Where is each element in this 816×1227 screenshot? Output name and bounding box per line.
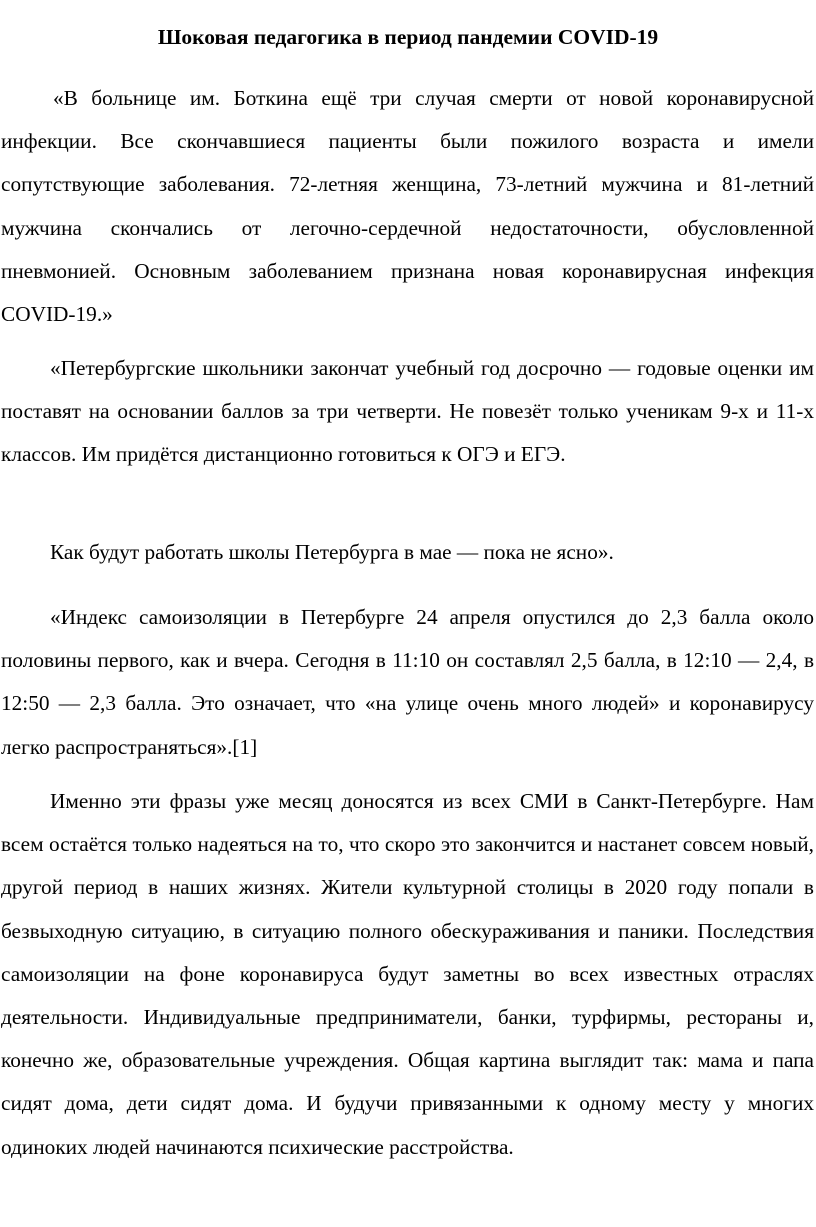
paragraph-isolation-index: «Индекс самоизоляции в Петербурге 24 апреля опустился до 2,3 балла около половины первого, как и вчера. Сегодня в 11:10 он составлял 2,5 балла, в 12:10 — 2,4, в 12:50 — 2,3 балла. Это означает, что «на улице очень много людей» и коронавирусу легко распространяться».[1] — [1, 605, 814, 759]
paragraph-schools-quote: «Петербургские школьники закончат учебный год досрочно — годовые оценки им поставят на основании баллов за три четверти. Не повезёт только ученикам 9-х и 11-х классов. Им придётся дистанционно готовиться к ОГЭ и ЕГЭ. — [1, 356, 814, 467]
paragraph-botkin-quote: «В больнице им. Боткина ещё три случая смерти от новой коронавирусной инфекции. Все скончавшиеся пациенты были пожилого возраста и имели сопутствующие заболевания. 72-летняя женщина, 73-летний мужчина и 81-летний мужчина скончались от легочно-сердечной недостаточности, обусловленной пневмонией. Основным заболеванием признана новая коронавирусная инфекция COVID-19.» — [1, 86, 814, 327]
paragraph-schools-may: Как будут работать школы Петербурга в мае — пока не ясно». — [50, 540, 614, 564]
page-title: Шоковая педагогика в период пандемии COVID-19 — [157, 25, 659, 49]
paragraph-author-commentary: Именно эти фразы уже месяц доносятся из всех СМИ в Санкт-Петербурге. Нам всем остаётся только надеяться на то, что скоро это закончится и настанет совсем новый, другой период в наших жизнях. Жители культурной столицы в 2020 году попали в безвыходную ситуацию, в ситуацию полного обескураживания и паники. Последствия самоизоляции на фоне коронавируса будут заметны во всех известных отраслях деятельности. Индивидуальные предприниматели, банки, турфирмы, рестораны и, конечно же, образовательные учреждения. Общая картина выглядит так: мама и папа сидят дома, дети сидят дома. И будучи привязанными к одному месту у многих одиноких людей начинаются психические расстройства. — [1, 789, 814, 1159]
